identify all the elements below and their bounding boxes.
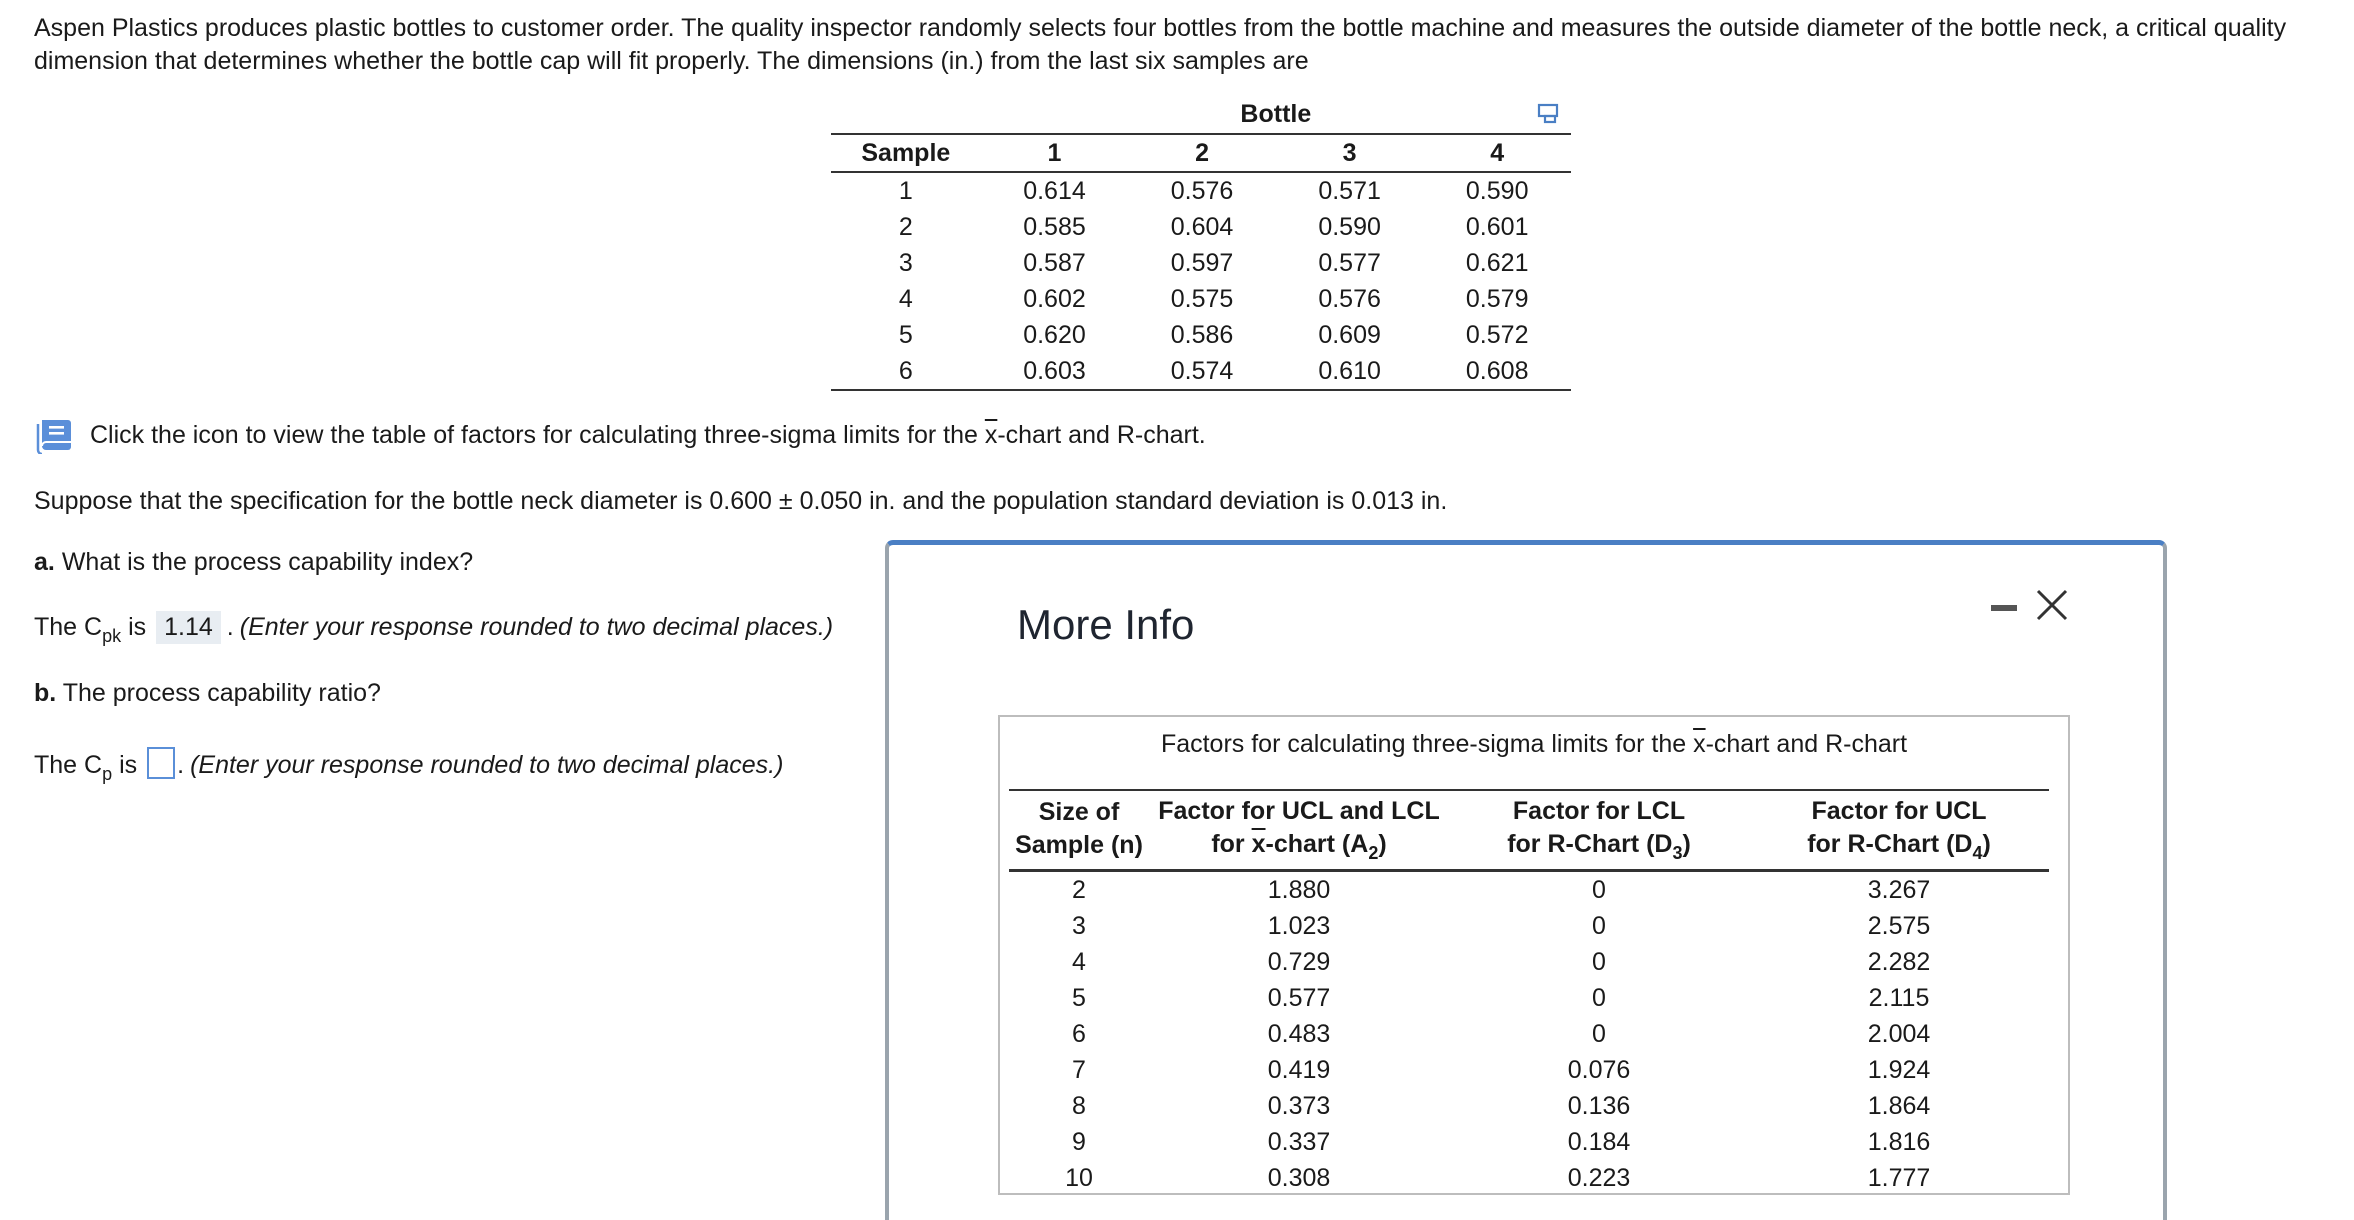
table-row — [831, 172, 1571, 209]
factor-cell: 0 — [1592, 1019, 1606, 1048]
factor-cell: 0.729 — [1267, 947, 1331, 976]
diameter-cell: 0.577 — [1318, 248, 1381, 277]
factor-cell: 0.577 — [1267, 983, 1331, 1012]
factor-cell: 1.816 — [1867, 1127, 1931, 1156]
close-icon[interactable] — [2032, 585, 2072, 625]
factors-table — [1009, 789, 2049, 1196]
header-sample-size: Size of Sample (n) — [1009, 790, 1149, 871]
bottle-header: 4 — [1423, 134, 1571, 172]
factors-info-line — [36, 416, 1206, 454]
diameter-cell: 0.608 — [1423, 353, 1571, 390]
factor-cell: 0.373 — [1267, 1091, 1331, 1120]
table-row — [831, 245, 1571, 281]
table-row — [1009, 1052, 2049, 1088]
diameter-cell: 0.587 — [1023, 248, 1086, 277]
dialog-title: More Info — [1017, 601, 1195, 648]
cp-answer-input[interactable] — [147, 747, 175, 779]
factor-cell: 6 — [1072, 1019, 1086, 1048]
sample-number: 5 — [898, 320, 913, 349]
factor-cell: 1.864 — [1867, 1091, 1931, 1120]
factor-cell: 9 — [1072, 1127, 1086, 1156]
table-row — [1009, 1124, 2049, 1160]
answer-a-line: The C pk is 1.14 . (Enter your response rounded to two decimal places.) — [34, 613, 834, 646]
table-row — [1009, 1088, 2049, 1124]
header-d4: Factor for UCL for R-Chart $(D_4)$ — [1749, 790, 2049, 871]
factor-cell: 2.282 — [1867, 947, 1931, 976]
bottle-header: 3 — [1276, 134, 1424, 172]
factor-cell: 0.419 — [1267, 1055, 1331, 1084]
table-row — [831, 209, 1571, 245]
diameter-cell: 0.610 — [1276, 353, 1424, 390]
diameter-cell: 0.576 — [1318, 284, 1381, 313]
minimize-icon[interactable] — [1991, 605, 2017, 611]
factor-cell: 2 — [1072, 875, 1086, 904]
sample-number: 3 — [898, 248, 913, 277]
table-row — [1009, 944, 2049, 980]
factor-cell: 3.267 — [1867, 875, 1931, 904]
factor-cell: 10 — [1065, 1163, 1093, 1192]
diameter-cell: 0.602 — [1023, 284, 1086, 313]
diameter-cell: 0.585 — [1023, 212, 1086, 241]
factors-info-text: Click the icon to view the table of factors for calculating three-sigma limits for the $\overline{x}$-chart and R-chart. — [90, 420, 1206, 449]
sample-number: 2 — [898, 212, 913, 241]
factor-cell: 0.223 — [1567, 1163, 1631, 1192]
copy-table-icon[interactable] — [1537, 103, 1561, 125]
factor-cell: 0.076 — [1567, 1055, 1631, 1084]
more-info-dialog — [885, 540, 2167, 1220]
factor-cell: 0 — [1592, 983, 1606, 1012]
factor-cell: 1.880 — [1267, 875, 1331, 904]
table-row — [1009, 908, 2049, 944]
sample-number: 6 — [831, 353, 981, 390]
factor-cell: 2.115 — [1868, 983, 1930, 1012]
diameter-cell: 0.586 — [1170, 320, 1234, 349]
diameter-cell: 0.579 — [1465, 284, 1529, 313]
diameter-cell: 0.620 — [1023, 320, 1086, 349]
factor-cell: 0 — [1592, 875, 1606, 904]
factor-cell: 0 — [1592, 947, 1606, 976]
diameter-cell: 0.590 — [1318, 212, 1381, 241]
factor-cell: 0.308 — [1267, 1163, 1331, 1192]
sample-number: 4 — [898, 284, 913, 313]
question-b: b. The process capability ratio? — [34, 679, 381, 707]
bottle-group-header: Bottle — [981, 95, 1571, 134]
table-row — [1009, 1160, 2049, 1196]
factor-cell: 8 — [1072, 1091, 1086, 1120]
factor-cell: 2.004 — [1867, 1019, 1931, 1048]
header-a2: Factor for UCL and LCL for $\overline{x}$-chart $(A_2)$ — [1149, 790, 1449, 871]
diameter-cell: 0.597 — [1170, 248, 1234, 277]
rounding-hint: (Enter your response rounded to two decimal places.) — [190, 751, 784, 779]
factor-cell: 3 — [1072, 911, 1086, 940]
diameter-cell: 0.621 — [1465, 248, 1529, 277]
table-row — [831, 353, 1571, 390]
intro-text: Aspen Plastics produces plastic bottles to customer order. The quality inspector randomly selects four bottles from the bottle machine and measures the outside diameter of the bottle neck, a critical quality dimension that determines whether the bottle cap will fit properly. The dimensions (in.) from the last six samples are — [34, 14, 2287, 75]
table-row — [831, 317, 1571, 353]
factor-cell: 0 — [1592, 911, 1606, 940]
factor-cell: 4 — [1072, 947, 1086, 976]
diameter-cell: 0.601 — [1465, 212, 1529, 241]
book-icon[interactable] — [36, 416, 76, 454]
sample-number: 1 — [898, 176, 913, 205]
diameter-cell: 0.574 — [1128, 353, 1276, 390]
sample-header: Sample — [831, 134, 981, 172]
table-row — [1009, 871, 2049, 909]
specification-text: Suppose that the specification for the bottle neck diameter is 0.600 ± 0.050 in. and the population standard deviation is 0.013 in. — [34, 487, 1448, 515]
factor-cell: 1.924 — [1867, 1055, 1931, 1084]
factors-panel — [998, 715, 2070, 1195]
factor-cell: 5 — [1072, 983, 1086, 1012]
factor-cell: 0.337 — [1267, 1127, 1331, 1156]
question-a: a. What is the process capability index? — [34, 548, 474, 576]
bottle-header: 2 — [1128, 134, 1276, 172]
diameter-cell: 0.572 — [1465, 320, 1529, 349]
diameter-cell: 0.571 — [1318, 176, 1381, 205]
bottle-header: 1 — [981, 134, 1129, 172]
factors-header-row — [1009, 790, 2049, 871]
bottle-table — [831, 95, 1571, 391]
diameter-cell: 0.575 — [1170, 284, 1234, 313]
cpk-answer-field[interactable]: 1.14 — [156, 611, 221, 644]
factor-cell: 1.777 — [1867, 1163, 1931, 1192]
header-d3: Factor for LCL for R-Chart $(D_3)$ — [1449, 790, 1749, 871]
diameter-cell: 0.609 — [1318, 320, 1381, 349]
diameter-cell: 0.614 — [1023, 176, 1086, 205]
factor-cell: 7 — [1072, 1055, 1086, 1084]
factor-cell: 2.575 — [1867, 911, 1931, 940]
diameter-cell: 0.590 — [1465, 176, 1529, 205]
factor-cell: 0.184 — [1567, 1127, 1631, 1156]
diameter-cell: 0.603 — [981, 353, 1129, 390]
diameter-cell: 0.576 — [1170, 176, 1234, 205]
answer-b-line: The C p is . (Enter your response rounded to two decimal places.) — [34, 741, 783, 780]
diameter-cell: 0.604 — [1170, 212, 1234, 241]
table-row — [1009, 1016, 2049, 1052]
factors-caption: Factors for calculating three-sigma limits for the $\overline{x}$-chart and R-chart — [1160, 730, 1908, 758]
table-row — [831, 281, 1571, 317]
bottle-column-headers — [831, 134, 1571, 172]
factor-cell: 0.483 — [1267, 1019, 1331, 1048]
factor-cell: 1.023 — [1267, 911, 1331, 940]
factor-cell: 0.136 — [1567, 1091, 1631, 1120]
table-row — [1009, 980, 2049, 1016]
rounding-hint: (Enter your response rounded to two decimal places.) — [239, 613, 834, 641]
